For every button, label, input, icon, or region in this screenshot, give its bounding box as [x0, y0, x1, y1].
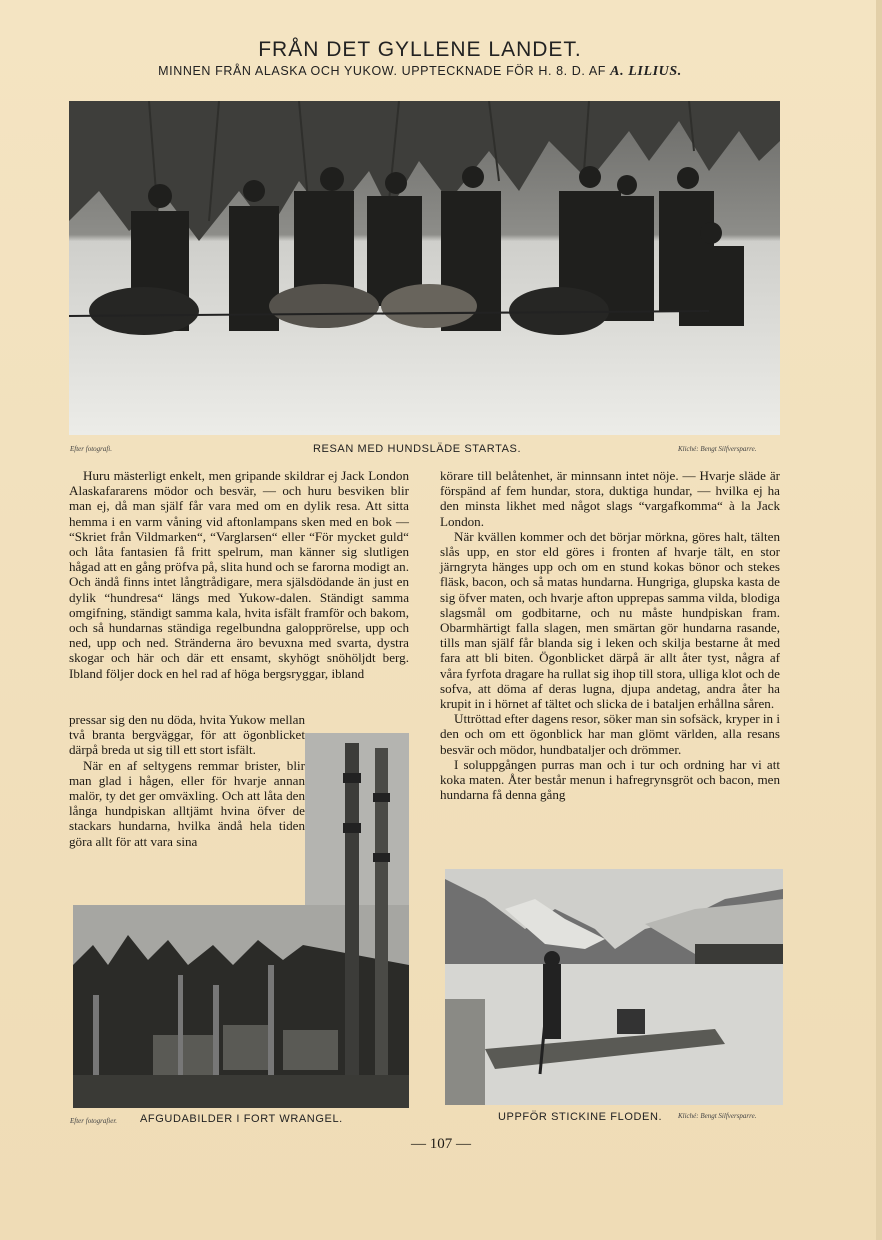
col2-para-3: Uttröttad efter dagens resor, söker man sin sofsäck, kryper in i den och om ett ögonblick har man glömt världen, alla resans besvär och mödor, hundbataljer och drömmer. [440, 711, 780, 757]
totem-photo-caption: AFGUDABILDER I FORT WRANGEL. [140, 1113, 343, 1125]
col1-text: Huru mästerligt enkelt, men gripande skildrar ej Jack London Alaskafararens mödor och besvär, — och huru besviken blir man ej, då man själf får vara med om en dylik resa. Att sitta hemma i en varm våning vid aftonlampans sken med en bok — “Skriet från Vildmarken“, “Varglarsen“ eller “För mycket guld“ och låta fantasien få fritt spelrum, man känner sig slutligen hågad att en gång pröfva på, slita hund och se farorna modigt an. Och ändå finns intet långtrådigare, mera själsdödande än just en dylik “hundresa“ längs med Yukow-dalen. Ständigt samma omgifning, ständigt samma kala, hvita isfält framför och bakom, och så hundarnas ständiga regelbundna galopprörelse, upp och ned, upp och ned. Stränderna äro bevuxna med svarta, dystra skogar och här och där ett ensamt, skyhögt snöhöljdt berg. Ibland följer dock en hel rad af höga bergsryggar, ibland [69, 468, 409, 681]
river-photo-cliche: Kliché: Bengt Silfversparre. [678, 1112, 757, 1120]
page-number: — 107 — [411, 1136, 471, 1152]
col1-narrow-text: pressar sig den nu döda, hvita Yukow mellan två branta bergväggar, för att ögonblicket därpå breda ut sig till ett stort isfält. [69, 712, 305, 758]
author-name: A. LILIUS. [610, 64, 682, 79]
dog-sled-photo [69, 101, 780, 435]
text-column-left [69, 468, 409, 681]
top-photo-cliche: Kliché: Bengt Silfversparre. [678, 445, 757, 453]
subtitle-text: MINNEN FRÅN ALASKA OCH YUKOW. UPPTECKNADE FÖR H. 8. D. AF [158, 64, 607, 78]
col1-narrow-text-2: När en af seltygens remmar brister, blir man glad i hågen, eller för hvarje annan malör, ty det ger omväxling. Och att låta den långa hundpiskan alltjämt hvina öfver de stackars hundarna, hvilka ändå hela tiden göra allt för att vara sina [69, 757, 305, 849]
text-column-right [440, 468, 780, 802]
top-photo-credit: Efter fotografi. [70, 445, 112, 453]
totem-photo-credit: Efter fotografier. [70, 1117, 118, 1125]
article-title: FRÅN DET GYLLENE LANDET. [258, 38, 582, 61]
text-column-left-narrow [69, 712, 305, 849]
river-photo [445, 869, 783, 1105]
top-photo-caption: RESAN MED HUNDSLÄDE STARTAS. [313, 443, 522, 455]
col2-para-4: I soluppgången purras man och i tur och ordning har vi att koka maten. Åter består menun i hafregrynsgröt och bacon, men hundarna få denna gång [440, 756, 780, 803]
page-edge [876, 0, 882, 1240]
totem-pole-photo-upper [305, 733, 409, 905]
col2-para-2: När kvällen kommer och det börjar mörkna, göres halt, tälten slås upp, en stor eld göres i fronten af hvarje tält, en stor järngryta hänges upp och om en stund kokas bönor och stekes fläsk, bacon, och så matas hundarna. Hungriga, glupska kasta de sig öfver maten, och hvarje afton upprepas samma vilda, blodiga slagsmål om godbitarne, och nu måste hundpiskan fram. Obarmhärtigt falla slagen, men smärtan gör hundarna rasande, tills man själf får blanda sig i leken och skilja bestarne åt med fara att bli biten. Ögonblicket därpå är allt åter tyst, några af våra fyrfota dragare ha rullat sig ihop till stora, ulliga klot och de sofva, att döma af deras lugna, djupa andetag, andra åter ha krupit in i hörnet af tältet och slicka de i bataljen erhållna såren. [440, 528, 780, 712]
col2-para-1: körare till belåtenhet, är minnsann intet nöje. — Hvarje släde är förspänd af fem hundar, stora, duktiga hundar, — hvilka ej ha den minsta likhet med något slags “vargafkomma“ à la Jack London. [440, 468, 780, 529]
article-subtitle [0, 64, 840, 80]
totem-pole-photo-lower [73, 905, 409, 1108]
river-photo-caption: UPPFÖR STICKINE FLODEN. [498, 1111, 663, 1123]
